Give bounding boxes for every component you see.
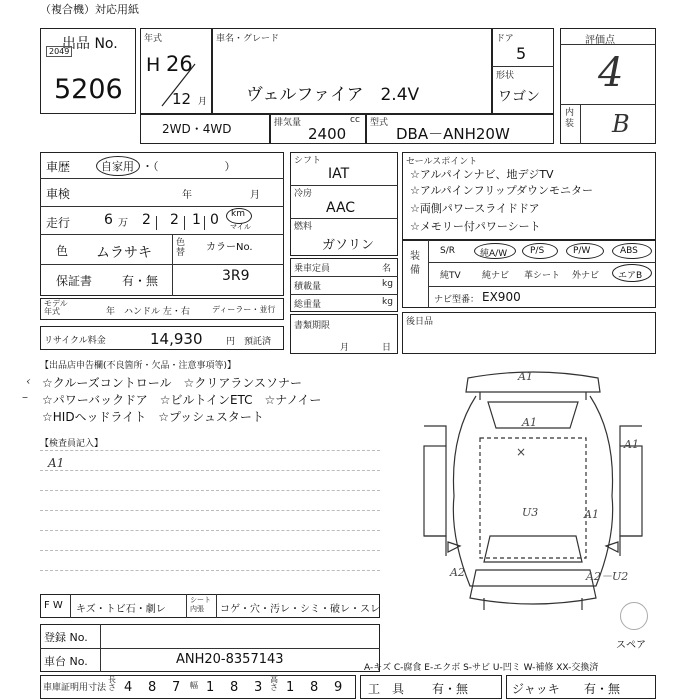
diagram-mark: A1 bbox=[522, 416, 537, 429]
fuel-value: ガソリン bbox=[322, 238, 375, 253]
mileage-unit-km: km bbox=[231, 209, 245, 219]
inspection-year: 年 bbox=[182, 190, 192, 201]
equip-alloy: 純A/W bbox=[480, 249, 508, 259]
mileage-unit-mile: マイル bbox=[230, 223, 251, 231]
mileage-digit: 1 bbox=[192, 212, 201, 228]
equip-tv: 純TV bbox=[440, 271, 461, 281]
aircon-value: AAC bbox=[326, 200, 356, 216]
recycle-value: 14,930 bbox=[150, 330, 203, 348]
spare-label: スペア bbox=[616, 640, 646, 651]
cert-width-label: 幅 bbox=[190, 681, 198, 690]
displacement-label: 排気量 bbox=[274, 118, 302, 128]
car-name: ヴェルファイア 2.4V bbox=[246, 85, 420, 105]
weight-label: 総重量 bbox=[294, 300, 322, 310]
score-value: 4 bbox=[598, 50, 624, 96]
equip-ext-navi: 外ナビ bbox=[572, 271, 600, 281]
fw-label: F W bbox=[44, 600, 63, 611]
sales-points-label: セールスポイント bbox=[406, 157, 478, 167]
warranty-value: 有・無 bbox=[122, 274, 159, 288]
cert-length-digit: 4 bbox=[124, 680, 133, 695]
name-label: 車名・グレード bbox=[216, 34, 280, 44]
car-damage-diagram bbox=[410, 366, 656, 616]
diagram-mark: A1 bbox=[624, 438, 639, 451]
history-label: 車歴 bbox=[46, 160, 71, 174]
interior-value: B bbox=[612, 110, 630, 138]
tools-label: 工 具 bbox=[368, 682, 405, 696]
cert-length-digit: 7 bbox=[172, 680, 181, 695]
load-label: 積載量 bbox=[294, 282, 322, 292]
recycle-unit: 円 bbox=[226, 337, 236, 347]
cert-width-digit: 3 bbox=[254, 680, 263, 695]
capacity-unit: 名 bbox=[382, 264, 392, 274]
body-type-value: ワゴン bbox=[498, 89, 540, 105]
inspector-label: 【検査員記入】 bbox=[40, 439, 104, 449]
shift-value: IAT bbox=[328, 166, 350, 182]
header-note: （複合機）対応用紙 bbox=[40, 3, 139, 16]
equip-leather: 革シート bbox=[524, 271, 561, 281]
diagram-mark: U3 bbox=[522, 506, 539, 519]
docs-label: 書類期限 bbox=[294, 321, 331, 331]
model-year-label: モデル年式 bbox=[44, 299, 68, 316]
tools-value: 有・無 bbox=[432, 682, 469, 696]
docs-month: 月 bbox=[340, 343, 350, 353]
recycle-note: 預託済 bbox=[244, 337, 272, 347]
color-no-label: カラーNo. bbox=[206, 242, 253, 253]
year-month-unit: 月 bbox=[198, 97, 208, 107]
sales-point-item: ☆アルパインナビ、地デジTV bbox=[410, 168, 554, 181]
color-label: 色 bbox=[56, 244, 69, 258]
weight-unit: kg bbox=[382, 297, 393, 307]
sales-point-item: ☆両側パワースライドドア bbox=[410, 202, 540, 215]
warranty-label: 保証書 bbox=[56, 274, 93, 288]
lot-small-number: 2049 bbox=[46, 46, 72, 57]
interior-label: 内装 bbox=[565, 108, 575, 129]
cert-height-digit: 1 bbox=[286, 680, 295, 695]
inspector-note: A1 bbox=[48, 456, 65, 470]
dealer-options: ディーラー・並行 bbox=[212, 305, 276, 314]
cert-height-label: 高さ bbox=[270, 675, 278, 692]
cert-width-digit: 1 bbox=[206, 680, 215, 695]
cert-length-digit: 8 bbox=[148, 680, 157, 695]
cert-label: 車庫証明用寸法 bbox=[43, 683, 107, 693]
registration-label: 登録 No. bbox=[44, 631, 88, 644]
post-date-box bbox=[402, 312, 656, 354]
post-date-label: 後日品 bbox=[406, 317, 434, 327]
lot-number: 5206 bbox=[54, 74, 123, 105]
cert-height-digit: 9 bbox=[334, 680, 343, 695]
sales-point-item: ☆メモリー付パワーシート bbox=[410, 220, 541, 233]
navi-model-value: EX900 bbox=[482, 290, 521, 304]
year-value: 26 bbox=[166, 52, 193, 76]
diagram-mark: × bbox=[516, 445, 527, 459]
history-rest: ・（ ） bbox=[142, 160, 236, 173]
equipment-label: 装備 bbox=[410, 251, 420, 276]
color-value: ムラサキ bbox=[96, 245, 152, 261]
chassis-label: 車台 No. bbox=[44, 655, 88, 668]
model-label: 型式 bbox=[370, 118, 389, 128]
equip-navi: 純ナビ bbox=[482, 271, 510, 281]
shift-label: シフト bbox=[294, 156, 322, 166]
seat-label: シート内張 bbox=[190, 596, 211, 613]
year-era: H bbox=[146, 54, 161, 76]
mileage-digit: 2 bbox=[142, 212, 151, 228]
navi-model-label: ナビ型番： bbox=[434, 295, 480, 305]
equip-airbag: エアB bbox=[618, 271, 643, 281]
cert-width-digit: 8 bbox=[230, 680, 239, 695]
cert-height-digit: 8 bbox=[310, 680, 319, 695]
docs-day: 日 bbox=[382, 343, 392, 353]
model-year-year: 年 bbox=[106, 307, 116, 317]
damage-legend: A-キズ C-腐食 E-エクボ S-サビ U-凹ミ W-補修 XX-交換済 bbox=[364, 663, 599, 673]
equip-pw: P/W bbox=[573, 246, 591, 256]
diagram-mark: A2－U2 bbox=[586, 570, 629, 583]
seller-note-line: ☆パワーバックドア ☆ビルトインETC ☆ナノイー bbox=[42, 393, 322, 407]
mileage-digit: 0 bbox=[210, 212, 219, 228]
aircon-label: 冷房 bbox=[294, 189, 313, 199]
mileage-label: 走行 bbox=[46, 216, 71, 230]
mileage-man: 6 bbox=[104, 212, 113, 228]
recycle-label: リサイクル料金 bbox=[44, 336, 106, 346]
equip-abs: ABS bbox=[620, 246, 638, 256]
door-value: 5 bbox=[516, 44, 527, 63]
mileage-digit: 2 bbox=[170, 212, 179, 228]
jack-value: 有・無 bbox=[584, 682, 621, 696]
model-value: DBA－ANH20W bbox=[396, 125, 510, 143]
inspection-month: 月 bbox=[250, 190, 260, 201]
diagram-mark: A2 bbox=[450, 566, 465, 579]
seller-note-line: ☆クルーズコントロール ☆クリアランスソナー bbox=[42, 376, 302, 390]
capacity-label: 乗車定員 bbox=[294, 264, 331, 274]
mileage-man-unit: 万 bbox=[118, 218, 128, 229]
jack-label: ジャッキ bbox=[512, 682, 560, 696]
equip-ps: P/S bbox=[530, 246, 545, 256]
seller-notes-label: 【出品店申告欄(不良箇所・欠品・注意事項等)】 bbox=[40, 361, 237, 371]
diagram-mark: A1 bbox=[584, 508, 599, 521]
year-month: 12 bbox=[172, 90, 192, 108]
equip-sr: S/R bbox=[440, 246, 455, 256]
fuel-label: 燃料 bbox=[294, 222, 313, 232]
color-change-label: 色替 bbox=[176, 238, 186, 258]
score-label: 評価点 bbox=[585, 35, 615, 46]
diagram-mark: A1 bbox=[518, 370, 533, 383]
color-no-value: 3R9 bbox=[222, 268, 250, 284]
spare-tire-icon bbox=[620, 602, 648, 630]
body-type-label: 形状 bbox=[496, 71, 515, 81]
inspection-label: 車検 bbox=[46, 187, 71, 201]
displacement-value: 2400 bbox=[308, 125, 347, 143]
handle-options: ハンドル 左・右 bbox=[124, 307, 190, 317]
lot-label: 出品 No. bbox=[62, 36, 118, 52]
cert-length-label: 長さ bbox=[108, 675, 116, 692]
condition-items: キズ・トビ石・劇レ bbox=[76, 604, 166, 615]
sales-point-item: ☆アルパインフリップダウンモニター bbox=[410, 184, 594, 197]
load-unit: kg bbox=[382, 279, 393, 289]
condition-items-2: コゲ・穴・汚レ・シミ・破レ・スレ bbox=[220, 604, 380, 615]
year-label: 年式 bbox=[144, 34, 163, 44]
door-label: ドア bbox=[496, 34, 514, 44]
displacement-unit: cc bbox=[350, 115, 360, 125]
chassis-value: ANH20-8357143 bbox=[176, 652, 284, 667]
history-circled: 自家用 bbox=[101, 160, 134, 173]
drive-options: 2WD・4WD bbox=[162, 122, 232, 136]
seller-note-line: ☆HIDヘッドライト ☆プッシュスタート bbox=[42, 410, 264, 424]
